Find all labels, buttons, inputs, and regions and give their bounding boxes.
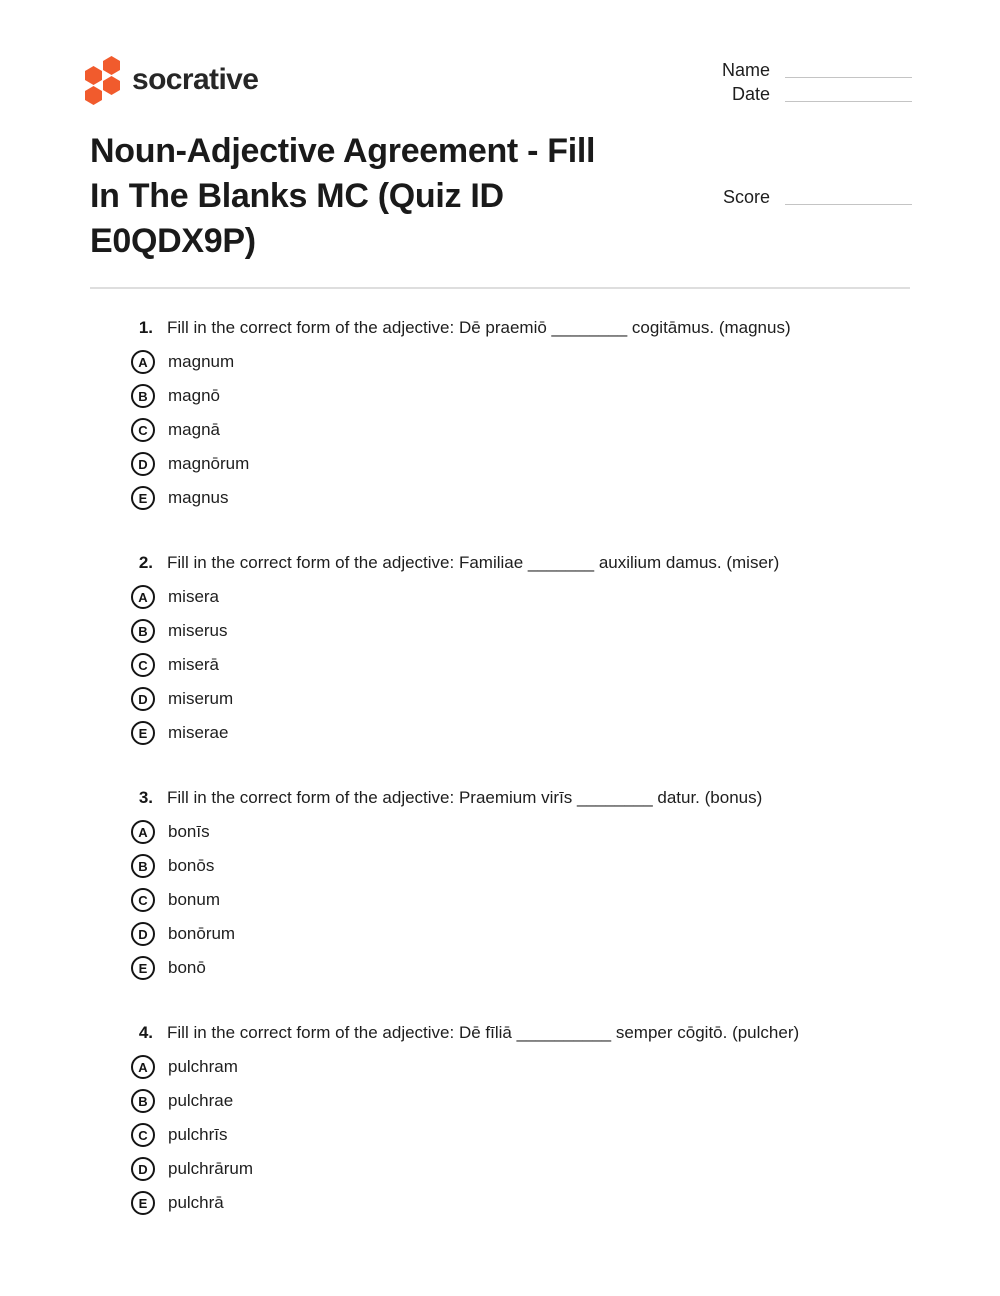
option-label: pulchrae xyxy=(168,1091,234,1110)
question-number: 3. xyxy=(138,788,153,807)
score-label: Score xyxy=(722,187,770,207)
question-header xyxy=(90,553,940,573)
option-label: miserae xyxy=(168,723,229,742)
option-row xyxy=(90,849,940,883)
option-letter-badge: C xyxy=(131,418,155,442)
question-header xyxy=(90,318,940,338)
logo-hexagon-icon xyxy=(103,56,120,75)
option-letter-badge: E xyxy=(131,721,155,745)
option-row xyxy=(90,481,940,515)
date-label: Date xyxy=(731,84,770,104)
option-label: bonīs xyxy=(168,822,210,841)
option-letter-badge: C xyxy=(131,888,155,912)
option-row xyxy=(90,1186,940,1220)
option-label: pulchram xyxy=(168,1057,238,1076)
score-blank-line xyxy=(785,204,912,205)
option-label: miserus xyxy=(168,621,228,640)
logo-hexagon-icon xyxy=(103,76,120,95)
question-2 xyxy=(90,553,940,750)
question-header xyxy=(90,1023,940,1043)
option-letter-badge: C xyxy=(131,1123,155,1147)
quiz-title xyxy=(90,129,595,264)
date-field xyxy=(732,84,912,105)
header-divider xyxy=(90,287,910,289)
option-label: bonōrum xyxy=(168,924,236,943)
option-row xyxy=(90,815,940,849)
option-label: miserum xyxy=(168,689,234,708)
option-row xyxy=(90,413,940,447)
socrative-logo xyxy=(85,56,258,104)
option-letter-badge: B xyxy=(131,619,155,643)
option-label: magnā xyxy=(168,420,220,439)
option-row xyxy=(90,345,940,379)
option-letter-badge: D xyxy=(131,1157,155,1181)
option-label: magnōrum xyxy=(168,454,250,473)
option-row xyxy=(90,716,940,750)
option-letter-badge: C xyxy=(131,653,155,677)
option-letter-badge: A xyxy=(131,585,155,609)
option-letter-badge: D xyxy=(131,452,155,476)
option-label: pulchrā xyxy=(168,1193,224,1212)
questions-list xyxy=(90,318,940,1258)
option-letter-badge: A xyxy=(131,820,155,844)
option-row xyxy=(90,614,940,648)
option-letter-badge: E xyxy=(131,956,155,980)
option-letter-badge: B xyxy=(131,1089,155,1113)
option-row xyxy=(90,379,940,413)
option-letter-badge: D xyxy=(131,687,155,711)
quiz-title-line: E0QDX9P) xyxy=(90,222,256,260)
question-1 xyxy=(90,318,940,515)
option-label: magnum xyxy=(168,352,235,371)
question-text: Fill in the correct form of the adjective: Familiae _______ auxilium damus. (miser) xyxy=(167,553,780,572)
logo-hexagon-icon xyxy=(85,86,102,105)
option-label: bonōs xyxy=(168,856,215,875)
question-header xyxy=(90,788,940,808)
question-3 xyxy=(90,788,940,985)
option-row xyxy=(90,1118,940,1152)
quiz-title-line: In The Blanks MC (Quiz ID xyxy=(90,177,504,215)
option-row xyxy=(90,951,940,985)
name-label: Name xyxy=(721,60,770,80)
question-number: 4. xyxy=(138,1023,153,1042)
option-row xyxy=(90,1084,940,1118)
logo-hexagon-icon xyxy=(85,66,102,85)
option-label: bonum xyxy=(168,890,220,909)
question-text: Fill in the correct form of the adjective: Dē fīliā __________ semper cōgitō. (pulcher) xyxy=(167,1023,800,1042)
option-letter-badge: D xyxy=(131,922,155,946)
name-blank-line xyxy=(785,77,912,78)
date-blank-line xyxy=(785,101,912,102)
option-letter-badge: A xyxy=(131,1055,155,1079)
question-text: Fill in the correct form of the adjective: Dē praemiō ________ cogitāmus. (magnus) xyxy=(167,318,791,337)
question-number: 1. xyxy=(138,318,153,337)
socrative-hexagons-icon xyxy=(85,56,123,104)
quiz-title-line: Noun-Adjective Agreement - Fill xyxy=(90,132,596,170)
logo-wordmark: socrative xyxy=(132,63,259,96)
question-text: Fill in the correct form of the adjective: Praemium virīs ________ datur. (bonus) xyxy=(167,788,763,807)
option-label: misera xyxy=(168,587,220,606)
option-label: magnō xyxy=(168,386,220,405)
option-row xyxy=(90,447,940,481)
option-label: miserā xyxy=(168,655,220,674)
option-row xyxy=(90,917,940,951)
name-field xyxy=(722,60,912,81)
option-row xyxy=(90,883,940,917)
option-label: bonō xyxy=(168,958,206,977)
option-row xyxy=(90,682,940,716)
option-letter-badge: E xyxy=(131,1191,155,1215)
option-letter-badge: A xyxy=(131,350,155,374)
question-4 xyxy=(90,1023,940,1220)
option-row xyxy=(90,648,940,682)
option-letter-badge: E xyxy=(131,486,155,510)
option-label: pulchrārum xyxy=(168,1159,254,1178)
option-label: pulchrīs xyxy=(168,1125,228,1144)
option-row xyxy=(90,1152,940,1186)
question-number: 2. xyxy=(138,553,153,572)
option-letter-badge: B xyxy=(131,384,155,408)
option-row xyxy=(90,1050,940,1084)
option-label: magnus xyxy=(168,488,229,507)
score-field xyxy=(723,187,912,208)
option-row xyxy=(90,580,940,614)
option-letter-badge: B xyxy=(131,854,155,878)
